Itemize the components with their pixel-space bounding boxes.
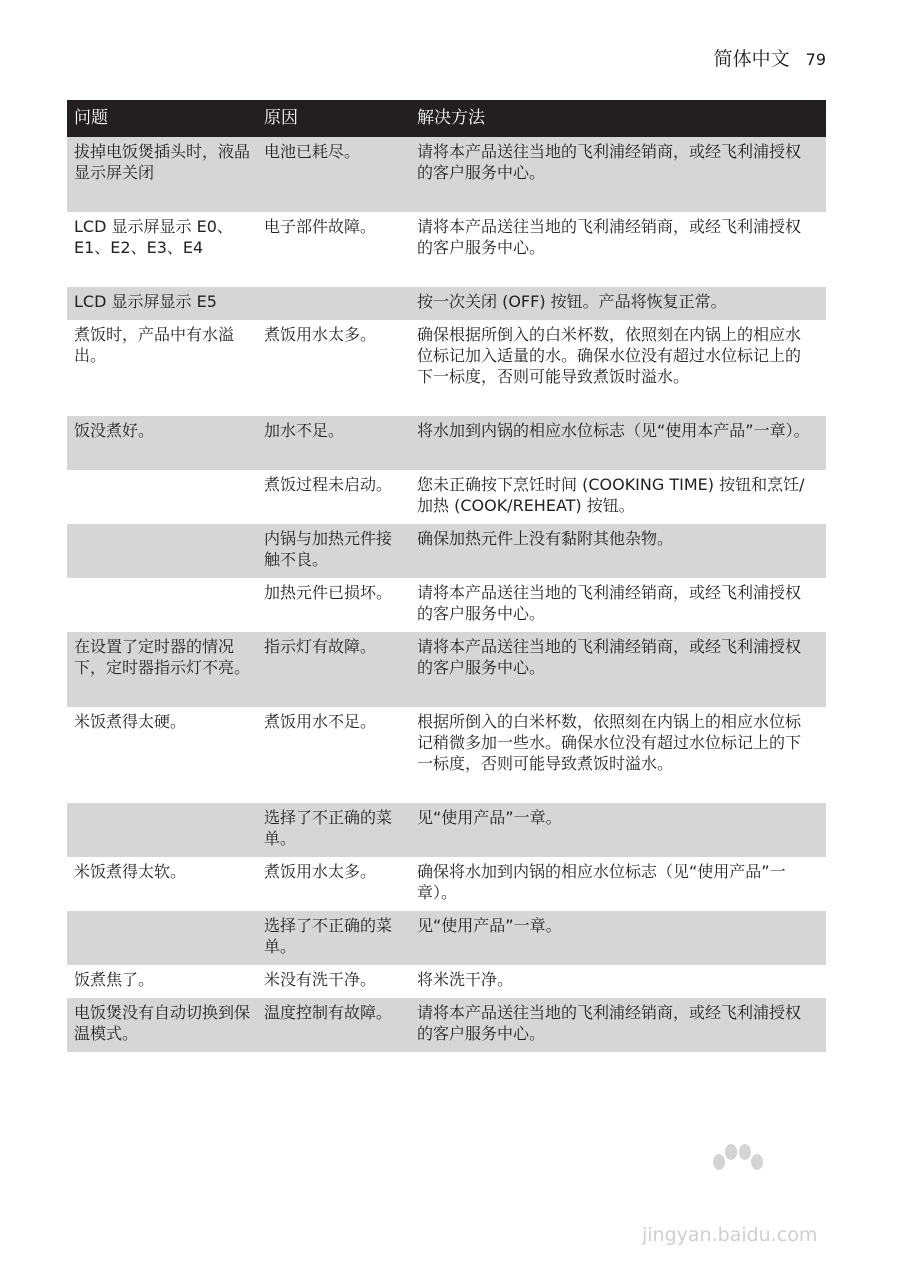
problem-cell: 拔掉电饭煲插头时，液晶显示屏关闭: [74, 142, 251, 182]
problem-cell: [67, 470, 257, 524]
solution-cell: 将米洗干净。: [417, 970, 514, 989]
solution-cell: 请将本产品送往当地的飞利浦经销商，或经飞利浦授权的客户服务中心。: [417, 217, 802, 257]
cause-cell: 指示灯有故障。: [264, 637, 377, 656]
problem-cell: [67, 578, 257, 632]
solution-cell: 请将本产品送往当地的飞利浦经销商，或经飞利浦授权的客户服务中心。: [417, 1003, 802, 1043]
column-header-cause: 原因: [264, 108, 298, 128]
solution-cell: 按一次关闭 (OFF) 按钮。产品将恢复正常。: [417, 292, 727, 311]
troubleshooting-table: [67, 100, 826, 1052]
solution-cell: 确保将水加到内锅的相应水位标志（见“使用产品”一章）。: [417, 862, 786, 902]
column-header-solution: 解决方法: [417, 108, 485, 128]
cause-cell: 煮饭过程未启动。: [264, 475, 393, 494]
solution-cell: 请将本产品送往当地的飞利浦经销商，或经飞利浦授权的客户服务中心。: [417, 637, 802, 677]
page-number: 79: [805, 50, 826, 69]
cause-cell: 电子部件故障。: [264, 217, 377, 236]
problem-cell: 在设置了定时器的情况下，定时器指示灯不亮。: [74, 637, 251, 677]
solution-cell: 将水加到内锅的相应水位标志（见“使用本产品”一章）。: [417, 421, 810, 440]
table-row: [67, 803, 826, 857]
table-row: [67, 287, 826, 320]
solution-cell: 请将本产品送往当地的飞利浦经销商，或经飞利浦授权的客户服务中心。: [417, 142, 802, 182]
problem-cell: LCD 显示屏显示 E5: [74, 292, 217, 311]
language-label: 简体中文: [713, 48, 790, 70]
solution-cell: 您未正确按下烹饪时间 (COOKING TIME) 按钮和烹饪/加热 (COOK/REHEAT) 按钮。: [417, 475, 805, 515]
problem-cell: [67, 524, 257, 578]
table-row: [67, 857, 826, 911]
problem-cell: 饭没煮好。: [74, 421, 155, 440]
problem-cell: 饭煮焦了。: [74, 970, 155, 989]
problem-cell: [67, 911, 257, 965]
cause-cell: 煮饭用水不足。: [264, 712, 377, 731]
cause-cell: [257, 287, 410, 320]
cause-cell: 加热元件已损坏。: [264, 583, 393, 602]
table-row: [67, 707, 826, 803]
paw-icon: [705, 1140, 765, 1180]
solution-cell: 见“使用产品”一章。: [417, 808, 562, 827]
cause-cell: 加水不足。: [264, 421, 345, 440]
table-row: [67, 470, 826, 524]
solution-cell: 确保加热元件上没有黏附其他杂物。: [417, 529, 674, 548]
problem-cell: 米饭煮得太软。: [74, 862, 187, 881]
solution-cell: 确保根据所倒入的白米杯数，依照刻在内锅上的相应水位标记加入适量的水。确保水位没有超过水位标记上的下一标度，否则可能导致煮饭时溢水。: [417, 325, 802, 386]
solution-cell: 见“使用产品”一章。: [417, 916, 562, 935]
solution-cell: 根据所倒入的白米杯数，依照刻在内锅上的相应水位标记稍微多加一些水。确保水位没有超过水位标记上的下一标度，否则可能导致煮饭时溢水。: [417, 712, 802, 773]
table-row: [67, 320, 826, 416]
table-row: [67, 416, 826, 470]
problem-cell: [67, 803, 257, 857]
table-row: [67, 137, 826, 212]
table-row: [67, 911, 826, 965]
table-row: [67, 632, 826, 707]
cause-cell: 煮饭用水太多。: [264, 325, 377, 344]
solution-cell: 请将本产品送往当地的飞利浦经销商，或经飞利浦授权的客户服务中心。: [417, 583, 802, 623]
problem-cell: 煮饭时，产品中有水溢出。: [74, 325, 235, 365]
column-header-problem: 问题: [74, 108, 108, 128]
table-row: [67, 212, 826, 287]
cause-cell: 选择了不正确的菜单。: [264, 916, 393, 956]
table-row: [67, 524, 826, 578]
table-header-row: [67, 100, 826, 137]
baidu-jingyan-watermark: [610, 1140, 850, 1260]
cause-cell: 煮饭用水太多。: [264, 862, 377, 881]
cause-cell: 米没有洗干净。: [264, 970, 377, 989]
cause-cell: 选择了不正确的菜单。: [264, 808, 393, 848]
watermark-url: jingyan.baidu.com: [642, 1224, 818, 1246]
cause-cell: 温度控制有故障。: [264, 1003, 393, 1022]
problem-cell: LCD 显示屏显示 E0、E1、E2、E3、E4: [74, 217, 233, 257]
table-row: [67, 965, 826, 998]
table-row: [67, 998, 826, 1052]
cause-cell: 电池已耗尽。: [264, 142, 361, 161]
cause-cell: 内锅与加热元件接触不良。: [264, 529, 393, 569]
page-header: [714, 44, 826, 71]
problem-cell: 米饭煮得太硬。: [74, 712, 187, 731]
table-row: [67, 578, 826, 632]
problem-cell: 电饭煲没有自动切换到保温模式。: [74, 1003, 251, 1043]
